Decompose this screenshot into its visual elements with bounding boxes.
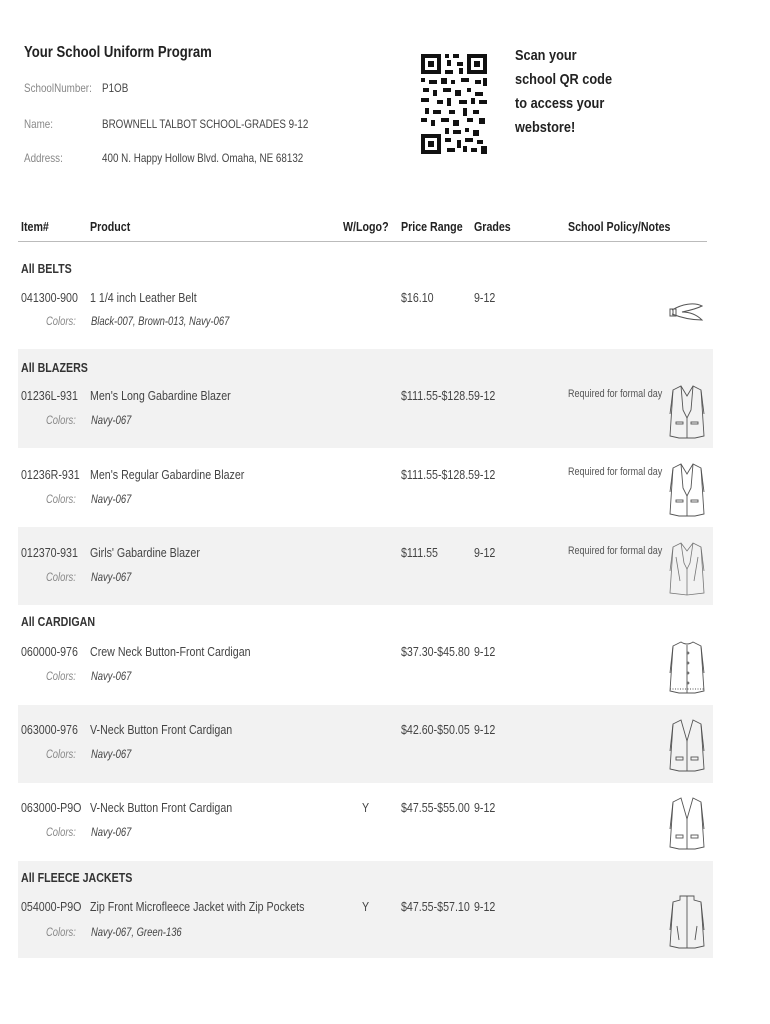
column-header-price: Price Range xyxy=(401,219,463,234)
colors-label: Colors: xyxy=(45,827,76,839)
vneck-cardigan-icon xyxy=(668,717,706,773)
school-name-value: BROWNELL TALBOT SCHOOL-GRADES 9-12 xyxy=(102,117,309,131)
grades: 9-12 xyxy=(474,800,496,815)
colors-label: Colors: xyxy=(45,671,76,683)
section-band xyxy=(18,705,713,783)
policy-note: Required for formal day xyxy=(568,466,663,478)
column-header-logo: W/Logo? xyxy=(343,219,389,234)
price-range: $111.55 xyxy=(401,545,438,560)
cardigan-icon xyxy=(668,639,706,695)
section-title-belts: All BELTS xyxy=(21,261,72,276)
logo-flag: Y xyxy=(362,899,370,914)
grades: 9-12 xyxy=(474,899,496,914)
colors-label: Colors: xyxy=(45,494,76,506)
item-number: 063000-P9O xyxy=(21,800,82,815)
header-divider xyxy=(18,241,707,242)
vneck-cardigan-icon xyxy=(668,795,706,851)
colors-label: Colors: xyxy=(45,415,76,427)
item-number: 01236L-931 xyxy=(21,388,78,403)
product-name: 1 1/4 inch Leather Belt xyxy=(90,290,197,305)
price-range: $111.55-$128.5 xyxy=(401,467,475,482)
colors-value: Navy-067 xyxy=(91,494,132,506)
section-band xyxy=(18,527,713,605)
scan-instructions: Scan your school QR code to access your webstore! xyxy=(515,47,613,136)
column-header-product: Product xyxy=(90,219,131,234)
grades: 9-12 xyxy=(474,290,496,305)
belt-icon xyxy=(668,290,706,336)
item-number: 060000-976 xyxy=(21,644,78,659)
section-title-fleece-jackets: All FLEECE JACKETS xyxy=(21,870,133,885)
fleece-jacket-icon xyxy=(668,894,706,950)
product-name: V-Neck Button Front Cardigan xyxy=(90,800,233,815)
colors-value: Navy-067 xyxy=(91,572,132,584)
school-number-label: SchoolNumber: xyxy=(24,81,92,95)
girls-blazer-icon xyxy=(668,541,706,597)
grades: 9-12 xyxy=(474,388,496,403)
column-header-grades: Grades xyxy=(474,219,511,234)
product-name: Men's Long Gabardine Blazer xyxy=(90,388,231,403)
name-label: Name: xyxy=(24,117,53,131)
blazer-icon xyxy=(668,462,706,518)
item-number: 012370-931 xyxy=(21,545,78,560)
product-name: Girls' Gabardine Blazer xyxy=(90,545,200,560)
item-number: 01236R-931 xyxy=(21,467,80,482)
product-name: V-Neck Button Front Cardigan xyxy=(90,722,233,737)
item-number: 063000-976 xyxy=(21,722,78,737)
colors-value: Navy-067 xyxy=(91,415,132,427)
section-title-blazers: All BLAZERS xyxy=(21,360,88,375)
grades: 9-12 xyxy=(474,467,496,482)
qr-code[interactable] xyxy=(419,52,489,156)
colors-label: Colors: xyxy=(45,749,76,761)
product-name: Zip Front Microfleece Jacket with Zip Pockets xyxy=(90,899,305,914)
price-range: $111.55-$128.5 xyxy=(401,388,475,403)
colors-value: Black-007, Brown-013, Navy-067 xyxy=(91,316,230,328)
product-name: Men's Regular Gabardine Blazer xyxy=(90,467,245,482)
price-range: $16.10 xyxy=(401,290,434,305)
colors-value: Navy-067, Green-136 xyxy=(91,927,182,939)
colors-value: Navy-067 xyxy=(91,671,132,683)
school-number-value: P1OB xyxy=(102,81,129,95)
colors-label: Colors: xyxy=(45,572,76,584)
item-number: 054000-P9O xyxy=(21,899,82,914)
address-label: Address: xyxy=(24,151,63,165)
price-range: $42.60-$50.05 xyxy=(401,722,470,737)
column-header-notes: School Policy/Notes xyxy=(568,219,671,234)
blazer-icon xyxy=(668,384,706,440)
colors-label: Colors: xyxy=(45,316,76,328)
grades: 9-12 xyxy=(474,545,496,560)
section-title-cardigan: All CARDIGAN xyxy=(21,614,96,629)
column-header-item: Item# xyxy=(21,219,49,234)
page-title: Your School Uniform Program xyxy=(24,44,212,61)
policy-note: Required for formal day xyxy=(568,388,663,400)
address-value: 400 N. Happy Hollow Blvd. Omaha, NE 68132 xyxy=(102,151,304,165)
grades: 9-12 xyxy=(474,722,496,737)
colors-label: Colors: xyxy=(45,927,76,939)
colors-value: Navy-067 xyxy=(91,749,132,761)
logo-flag: Y xyxy=(362,800,370,815)
item-number: 041300-900 xyxy=(21,290,78,305)
grades: 9-12 xyxy=(474,644,496,659)
colors-value: Navy-067 xyxy=(91,827,132,839)
price-range: $47.55-$57.10 xyxy=(401,899,470,914)
price-range: $47.55-$55.00 xyxy=(401,800,470,815)
price-range: $37.30-$45.80 xyxy=(401,644,470,659)
product-name: Crew Neck Button-Front Cardigan xyxy=(90,644,251,659)
policy-note: Required for formal day xyxy=(568,545,663,557)
